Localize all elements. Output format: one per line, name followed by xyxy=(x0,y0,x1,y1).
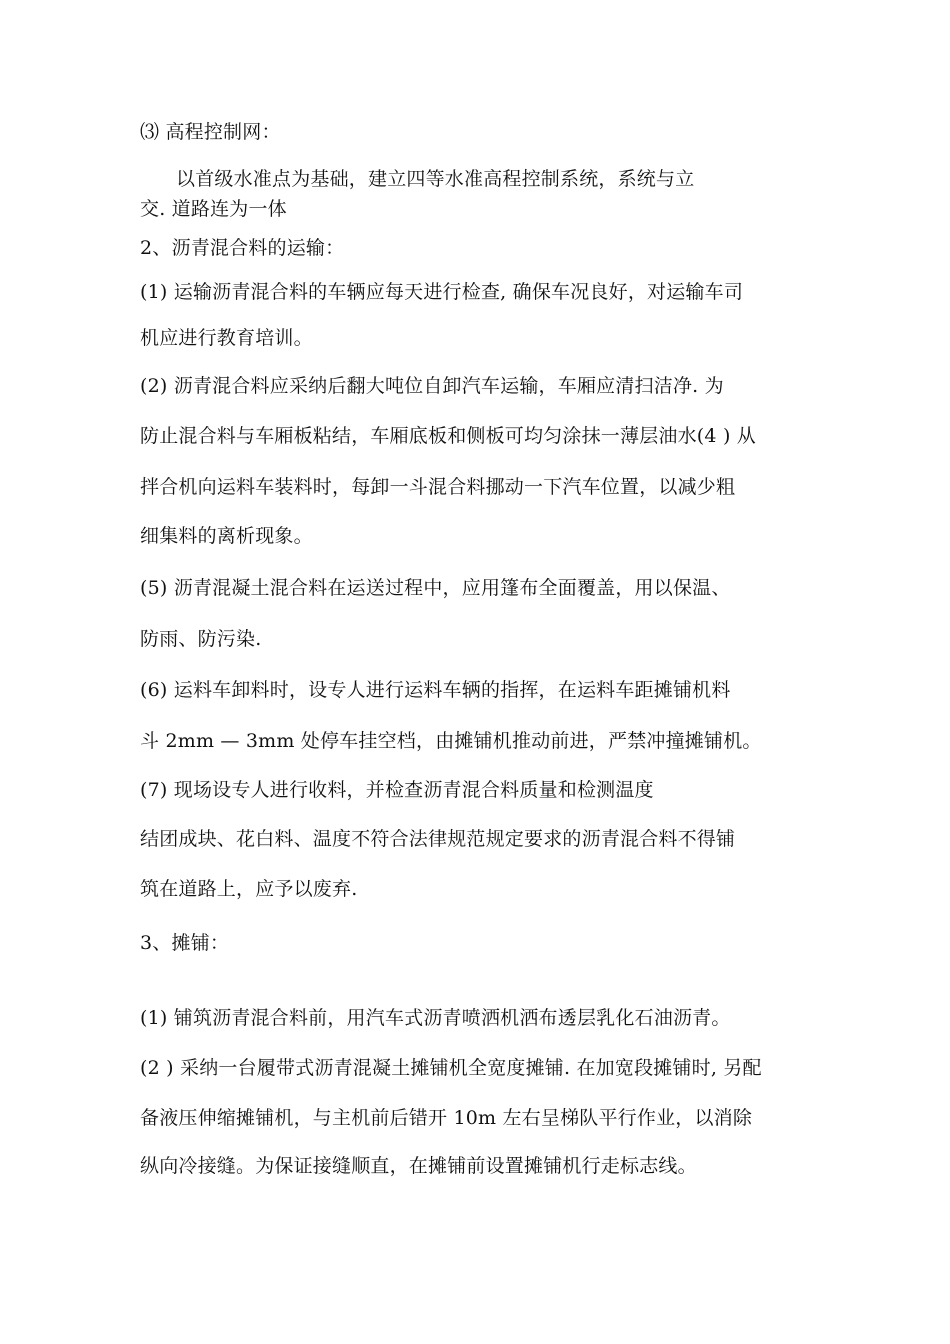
paragraph-line: 机应进行教育培训。 xyxy=(140,327,313,349)
paragraph-line: (1) 铺筑沥青混合料前，用汽车式沥青喷洒机洒布透层乳化石油沥青。 xyxy=(140,1007,731,1029)
paragraph-line: 纵向冷接缝。为保证接缝顺直，在摊铺前设置摊铺机行走标志线。 xyxy=(140,1155,697,1177)
paragraph-line: (2 ) 采纳一台履带式沥青混凝土摊铺机全宽度摊铺. 在加宽段摊铺时, 另配 xyxy=(140,1057,762,1079)
paragraph-line: 备液压伸缩摊铺机，与主机前后错开 10m 左右呈梯队平行作业，以消除 xyxy=(140,1107,753,1129)
heading-transport: 2、沥青混合料的运输： xyxy=(140,237,345,259)
paragraph-line: 以首级水准点为基础，建立四等水准高程控制系统，系统与立 xyxy=(176,168,695,190)
paragraph-line: 防止混合料与车厢板粘结，车厢底板和侧板可均匀涂抹一薄层油水(4 ) 从 xyxy=(140,425,756,447)
paragraph-line: 斗 2mm — 3mm 处停车挂空档，由摊铺机推动前进，严禁冲撞摊铺机。 xyxy=(140,730,762,752)
paragraph-line: (6) 运料车卸料时，设专人进行运料车辆的指挥，在运料车距摊铺机料 xyxy=(140,679,731,701)
heading-paving: 3、摊铺： xyxy=(140,932,230,954)
paragraph-line: (2) 沥青混合料应采纳后翻大吨位自卸汽车运输，车厢应清扫洁净. 为 xyxy=(140,375,724,397)
paragraph-line: (1) 运输沥青混合料的车辆应每天进行检查, 确保车况良好，对运输车司 xyxy=(140,281,744,303)
paragraph-line: 交. 道路连为一体 xyxy=(140,198,287,220)
paragraph-line: 细集料的离析现象。 xyxy=(140,525,313,547)
paragraph-line: 拌合机向运料车装料时，每卸一斗混合料挪动一下汽车位置，以减少粗 xyxy=(140,476,736,498)
paragraph-line: 筑在道路上，应予以废弃. xyxy=(140,878,358,900)
heading-elevation-control: ⑶ 高程控制网： xyxy=(140,121,281,143)
paragraph-line: 结团成块、花白料、温度不符合法律规范规定要求的沥青混合料不得铺 xyxy=(140,828,736,850)
paragraph-line: (5) 沥青混凝土混合料在运送过程中，应用篷布全面覆盖，用以保温、 xyxy=(140,577,731,599)
paragraph-line: (7) 现场设专人进行收料，并检查沥青混合料质量和检测温度 xyxy=(140,779,654,801)
paragraph-line: 防雨、防污染. xyxy=(140,628,262,650)
